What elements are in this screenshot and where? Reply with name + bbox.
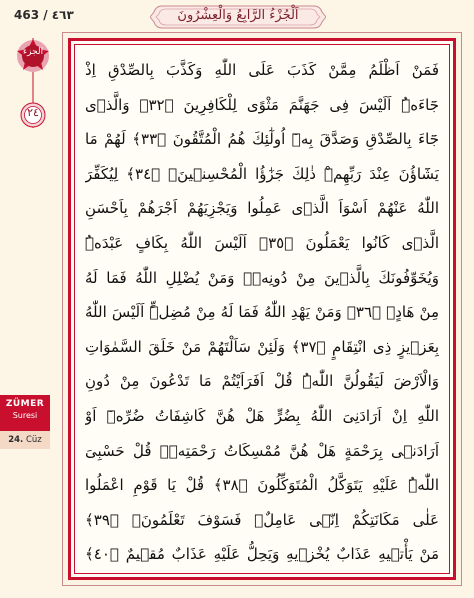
verse-line: وَيُخَوِّفُونَكَ بِالَّذٖينَ مِنْ دُونِهٖۜ وَمَنْ يُضْلِلِ اللّٰهُ فَمَا لَهُ	[85, 268, 439, 287]
verse-line: مَنْ يَأْتٖيهِ عَذَابٌ يُخْزٖيهِ وَيَحِلُّ عَلَيْهِ عَذَابٌ مُقٖيمٌ ﴿٤٠﴾	[85, 545, 439, 564]
verse-line: مِنْ هَادٍۚ ﴿٣٦﴾ وَمَنْ يَهْدِ اللّٰهُ فَمَا لَهُ مِنْ مُضِلٍّۜ اَلَيْسَ اللّٰهُ	[85, 303, 439, 322]
page-frame	[62, 32, 462, 586]
juz-indicator-number: 24.	[8, 435, 24, 445]
verse-line: اللّٰهُ عَنْهُمْ اَسْوَاَ الَّذٖى عَمِلُوا وَيَجْزِيَهُمْ اَجْرَهُمْ بِاَحْسَنِ	[85, 199, 439, 218]
verse-line: اللّٰهُۜ عَلَيْهِ يَتَوَكَّلُ الْمُتَوَكِّلُونَ ﴿٣٨﴾ قُلْ يَا قَوْمِ اعْمَلُوا	[85, 476, 439, 495]
juz-indicator-word: Cüz	[25, 435, 42, 445]
verse-line: اَرَادَنٖى بِرَحْمَةٍ هَلْ هُنَّ مُمْسِكَاتُ رَحْمَتِهٖۜ قُلْ حَسْبِىَ	[85, 441, 439, 460]
page-header	[0, 0, 474, 34]
verse-text-block	[85, 53, 439, 572]
juz-title-cartouche	[150, 4, 326, 30]
verse-line: جَٓاءَهُۜ اَلَيْسَ فِى جَهَنَّمَ مَثْوًى لِلْكَافِرِينَ ﴿٣٢﴾ وَالَّذٖى	[85, 95, 439, 114]
verse-line: فَمَنْ اَظْلَمُ مِمَّنْ كَذَبَ عَلَى اللّٰهِ وَكَذَّبَ بِالصِّدْقِ اِذْ	[85, 61, 439, 79]
juz-indicator	[0, 431, 50, 449]
surah-name: ZÜMER	[5, 399, 45, 409]
verse-line: عَلٰى مَكَانَتِكُمْ اِنّٖى عَامِلٌۚ فَسَوْفَ تَعْلَمُونَۙ ﴿٣٩﴾	[85, 510, 439, 529]
red-border	[68, 38, 456, 580]
verse-line: يَشَٓاؤُنَ عِنْدَ رَبِّهِمْۜ ذٰلِكَ جَزٰٓؤُا الْمُحْسِنٖينَۚ ﴿٣٤﴾ لِيُكَفِّرَ	[85, 164, 439, 183]
verse-line: الَّذٖى كَانُوا يَعْمَلُونَ ﴿٣٥﴾ اَلَيْسَ اللّٰهُ بِكَافٍ عَبْدَهُۜ	[85, 233, 439, 252]
verse-line: بِعَزٖيزٍ ذِى انْتِقَامٍ ﴿٣٧﴾ وَلَئِنْ سَاَلْتَهُمْ مَنْ خَلَقَ السَّمٰوَاتِ	[85, 337, 439, 356]
verse-line: وَالْاَرْضَ لَيَقُولُنَّ اللّٰهُۜ قُلْ اَفَرَاَيْتُمْ مَا تَدْعُونَ مِنْ دُونِ	[85, 372, 439, 391]
page-number: 463 / ٤٦٣	[14, 8, 74, 22]
surah-tab-header	[0, 395, 50, 431]
juz-title: اَلْجُزْءُ الرَّابِعُ وَالْعِشْرُونَ	[177, 8, 299, 23]
surah-word: Suresi	[12, 411, 38, 420]
juz-marker-rosette	[8, 38, 58, 128]
rosette-label: الجزء	[22, 47, 44, 57]
tab-pointer-icon	[44, 407, 50, 419]
juz-number: ٢٤	[27, 106, 39, 119]
verse-line: اللّٰهِ اِنْ اَرَادَنِىَ اللّٰهُ بِضُرٍّ هَلْ هُنَّ كَاشِفَاتُ ضُرِّهٖٓ اَوْ	[85, 406, 439, 425]
surah-side-tab[interactable]	[0, 395, 50, 457]
inner-border	[74, 44, 450, 574]
verse-line: جَٓاءَ بِالصِّدْقِ وَصَدَّقَ بِهٖٓ اُولٰٓئِكَ هُمُ الْمُتَّقُونَ ﴿٣٣﴾ لَهُمْ مَا	[85, 130, 439, 149]
